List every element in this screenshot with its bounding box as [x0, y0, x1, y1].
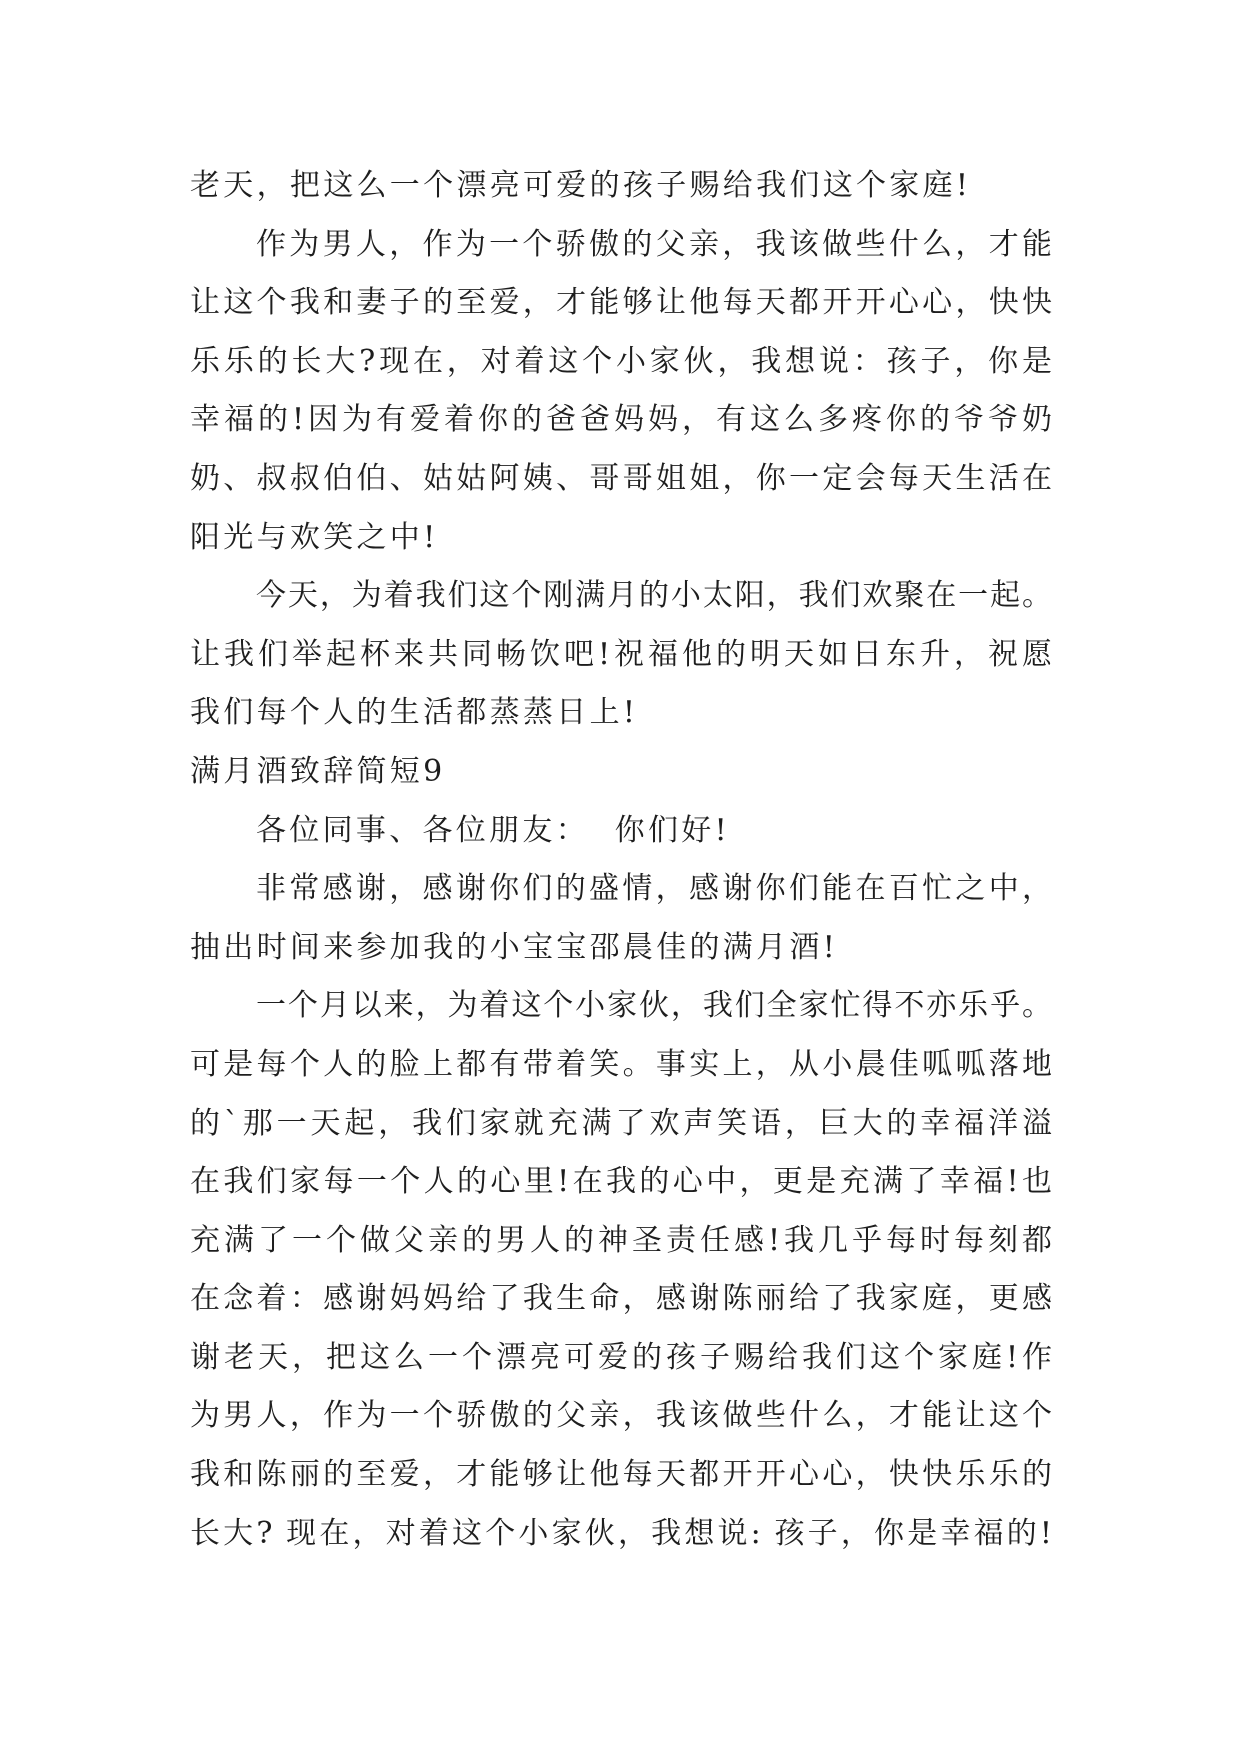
text-line: 可是每个人的脸上都有带着笑。事实上，从小晨佳呱呱落地 — [190, 1046, 1053, 1082]
text-line: 谢老天，把这么一个漂亮可爱的孩子赐给我们这个家庭!作 — [190, 1339, 1053, 1375]
text-line: 阳光与欢笑之中! — [190, 519, 439, 555]
paragraph — [190, 860, 1053, 977]
text-line: 抽出时间来参加我的小宝宝邵晨佳的满月酒! — [190, 929, 839, 965]
text-line: 非常感谢，感谢你们的盛情，感谢你们能在百忙之中， — [256, 871, 1053, 907]
text-line: 在念着：感谢妈妈给了我生命，感谢陈丽给了我家庭，更感 — [190, 1281, 1053, 1317]
text-line: 老天，把这么一个漂亮可爱的孩子赐给我们这个家庭! — [190, 168, 972, 203]
paragraph — [190, 157, 1053, 216]
text-line: 我和陈丽的至爱，才能够让他每天都开开心心，快快乐乐的 — [190, 1457, 1053, 1493]
text-line: 我们每个人的生活都蒸蒸日上! — [190, 695, 639, 731]
text-line: 让我们举起杯来共同畅饮吧!祝福他的明天如日东升，祝愿 — [190, 636, 1053, 672]
section-title: 满月酒致辞简短9 — [190, 753, 446, 789]
paragraph — [190, 802, 1053, 861]
text-line: 让这个我和妻子的至爱，才能够让他每天都开开心心，快快 — [190, 285, 1053, 321]
text-line: 充满了一个做父亲的男人的神圣责任感!我几乎每时每刻都 — [190, 1222, 1053, 1258]
paragraph — [190, 216, 1053, 568]
text-line: 今天，为着我们这个刚满月的小太阳，我们欢聚在一起。 — [256, 578, 1053, 614]
text-line: 乐乐的长大?现在，对着这个小家伙，我想说：孩子，你是 — [190, 343, 1053, 379]
text-line: 一个月以来，为着这个小家伙，我们全家忙得不亦乐乎。 — [256, 988, 1053, 1024]
text-line: 的`那一天起，我们家就充满了欢声笑语，巨大的幸福洋溢 — [190, 1105, 1053, 1141]
text-line: 为男人，作为一个骄傲的父亲，我该做些什么，才能让这个 — [190, 1398, 1053, 1434]
document-body — [190, 157, 1053, 1563]
paragraph — [190, 567, 1053, 743]
text-line: 各位同事、各位朋友： 你们好! — [256, 812, 730, 848]
text-line: 在我们家每一个人的心里!在我的心中，更是充满了幸福!也 — [190, 1164, 1053, 1200]
paragraph — [190, 977, 1053, 1563]
text-line: 幸福的!因为有爱着你的爸爸妈妈，有这么多疼你的爷爷奶 — [190, 402, 1053, 438]
text-line: 作为男人，作为一个骄傲的父亲，我该做些什么，才能 — [256, 226, 1053, 262]
text-line: 长大? 现在，对着这个小家伙，我想说: 孩子，你是幸福的! — [190, 1515, 1053, 1551]
text-line: 奶、叔叔伯伯、姑姑阿姨、哥哥姐姐，你一定会每天生活在 — [190, 460, 1053, 496]
